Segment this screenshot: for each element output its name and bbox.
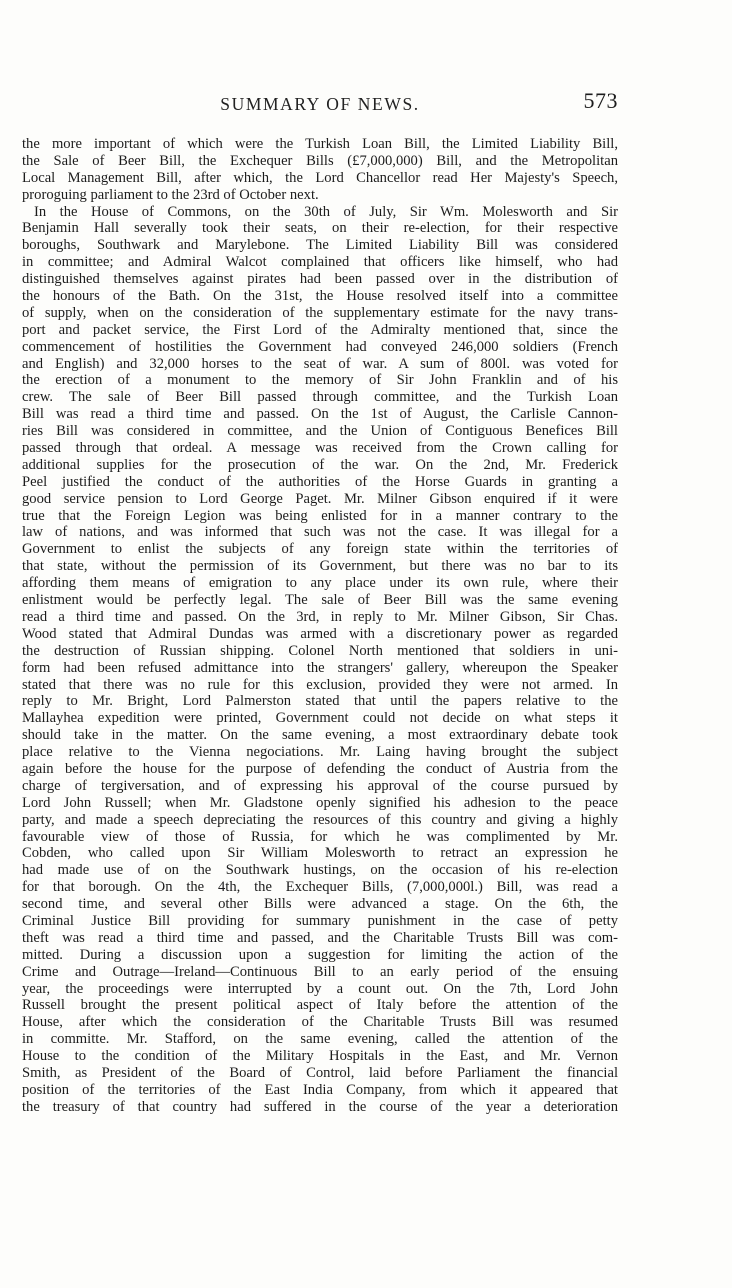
text-line: port and packet service, the First Lord of the Admiralty mentioned that, since the [22, 321, 618, 338]
text-line: year, the proceedings were interrupted by a count out. On the 7th, Lord John [22, 980, 618, 997]
text-line: Wood stated that Admiral Dundas was armed with a discretionary power as regarded [22, 625, 618, 642]
text-line: Lord John Russell; when Mr. Gladstone openly signified his adhesion to the peace [22, 794, 618, 811]
text-line: Cobden, who called upon Sir William Molesworth to retract an expression he [22, 845, 618, 862]
text-line: affording them means of emigration to any place under its own rule, where their [22, 575, 618, 592]
text-line: the erection of a monument to the memory of Sir John Franklin and of his [22, 372, 618, 389]
text-line: second time, and several other Bills were advanced a stage. On the 6th, the [22, 896, 618, 913]
text-line: the treasury of that country had suffered in the course of the year a deterioration [22, 1098, 618, 1115]
text-line: Benjamin Hall severally took their seats, on their re-election, for their respective [22, 220, 618, 237]
text-line: true that the Foreign Legion was being enlisted for in a manner contrary to the [22, 507, 618, 524]
text-line: theft was read a third time and passed, and the Charitable Trusts Bill was com- [22, 929, 618, 946]
text-line: the destruction of Russian shipping. Colonel North mentioned that soldiers in uni- [22, 642, 618, 659]
text-line: Bill was read a third time and passed. On the 1st of August, the Carlisle Cannon- [22, 406, 618, 423]
text-line: distinguished themselves against pirates had been passed over in the distribution of [22, 271, 618, 288]
text-line: read a third time and passed. On the 3rd, in reply to Mr. Milner Gibson, Sir Chas. [22, 608, 618, 625]
text-line: Criminal Justice Bill providing for summary punishment in the case of petty [22, 912, 618, 929]
text-line: of supply, when on the consideration of the supplementary estimate for the navy trans- [22, 304, 618, 321]
text-line: the honours of the Bath. On the 31st, the House resolved itself into a committee [22, 288, 618, 305]
text-line: that state, without the permission of its Government, but there was no bar to its [22, 558, 618, 575]
text-line: ries Bill was considered in committee, and the Union of Contiguous Benefices Bill [22, 423, 618, 440]
text-line: and English) and 32,000 horses to the seat of war. A sum of 800l. was voted for [22, 355, 618, 372]
text-line: In the House of Commons, on the 30th of July, Sir Wm. Molesworth and Sir [34, 203, 618, 220]
text-line: good service pension to Lord George Paget. Mr. Milner Gibson enquired if it were [22, 490, 618, 507]
text-line: Peel justified the conduct of the authorities of the Horse Guards in granting a [22, 473, 618, 490]
text-line: House, after which the consideration of the Charitable Trusts Bill was resumed [22, 1014, 618, 1031]
text-line: reply to Mr. Bright, Lord Palmerston stated that until the papers relative to the [22, 693, 618, 710]
text-line: party, and made a speech depreciating the resources of this country and giving a highly [22, 811, 618, 828]
text-line: the more important of which were the Turkish Loan Bill, the Limited Liability Bill, [22, 136, 618, 152]
text-line: enlistment would be perfectly legal. The sale of Beer Bill was the same evening [22, 592, 618, 609]
text-line: boroughs, Southwark and Marylebone. The Limited Liability Bill was considered [22, 237, 618, 254]
text-line: Mallayhea expedition were printed, Government could not decide on what steps it [22, 710, 618, 727]
text-line: Local Management Bill, after which, the Lord Chancellor read Her Majesty's Speech, [22, 169, 618, 186]
text-line: crew. The sale of Beer Bill passed through committee, and the Turkish Loan [22, 389, 618, 406]
text-line: additional supplies for the prosecution of the war. On the 2nd, Mr. Frederick [22, 456, 618, 473]
text-line: in committe. Mr. Stafford, on the same evening, called the attention of the [22, 1031, 618, 1048]
text-line: Government to enlist the subjects of any foreign state within the territories of [22, 541, 618, 558]
text-line: charge of tergiversation, and of expressing his approval of the course pursued by [22, 777, 618, 794]
running-title: SUMMARY OF NEWS. [220, 94, 420, 114]
text-line: passed through that ordeal. A message was received from the Crown calling for [22, 440, 618, 457]
text-line: place relative to the Vienna negociations. Mr. Laing having brought the subject [22, 744, 618, 761]
text-line: law of nations, and was informed that such was not the case. It was illegal for a [22, 524, 618, 541]
running-header [22, 88, 618, 118]
text-line: had made use of on the Southwark hustings, on the occasion of his re-election [22, 862, 618, 879]
text-line: Smith, as President of the Board of Control, laid before Parliament the financial [22, 1064, 618, 1081]
text-line: Russell brought the present political aspect of Italy before the attention of the [22, 997, 618, 1014]
text-line: for that borough. On the 4th, the Exchequer Bills, (7,000,000l.) Bill, was read a [22, 879, 618, 896]
text-line: again before the house for the purpose of defending the conduct of Austria from the [22, 760, 618, 777]
text-line: form had been refused admittance into the strangers' gallery, whereupon the Speaker [22, 659, 618, 676]
text-line: mitted. During a discussion upon a suggestion for limiting the action of the [22, 946, 618, 963]
text-line: House to the condition of the Military Hospitals in the East, and Mr. Vernon [22, 1048, 618, 1065]
text-line: position of the territories of the East India Company, from which it appeared that [22, 1081, 618, 1098]
page-number: 573 [583, 88, 618, 113]
text-line: stated that there was no rule for this exclusion, provided they were not armed. In [22, 676, 618, 693]
text-line: should take in the matter. On the same evening, a most extraordinary debate took [22, 727, 618, 744]
text-line: proroguing parliament to the 23rd of October next. [22, 186, 319, 203]
text-line: Crime and Outrage—Ireland—Continuous Bill to an early period of the ensuing [22, 963, 618, 980]
text-line: favourable view of those of Russia, for which he was complimented by Mr. [22, 828, 618, 845]
text-line: in committee; and Admiral Walcot complained that officers like himself, who had [22, 254, 618, 271]
body-text [22, 136, 618, 1116]
text-line: the Sale of Beer Bill, the Exchequer Bills (£7,000,000) Bill, and the Metropolitan [22, 152, 618, 169]
text-line: commencement of hostilities the Government had conveyed 246,000 soldiers (French [22, 338, 618, 355]
